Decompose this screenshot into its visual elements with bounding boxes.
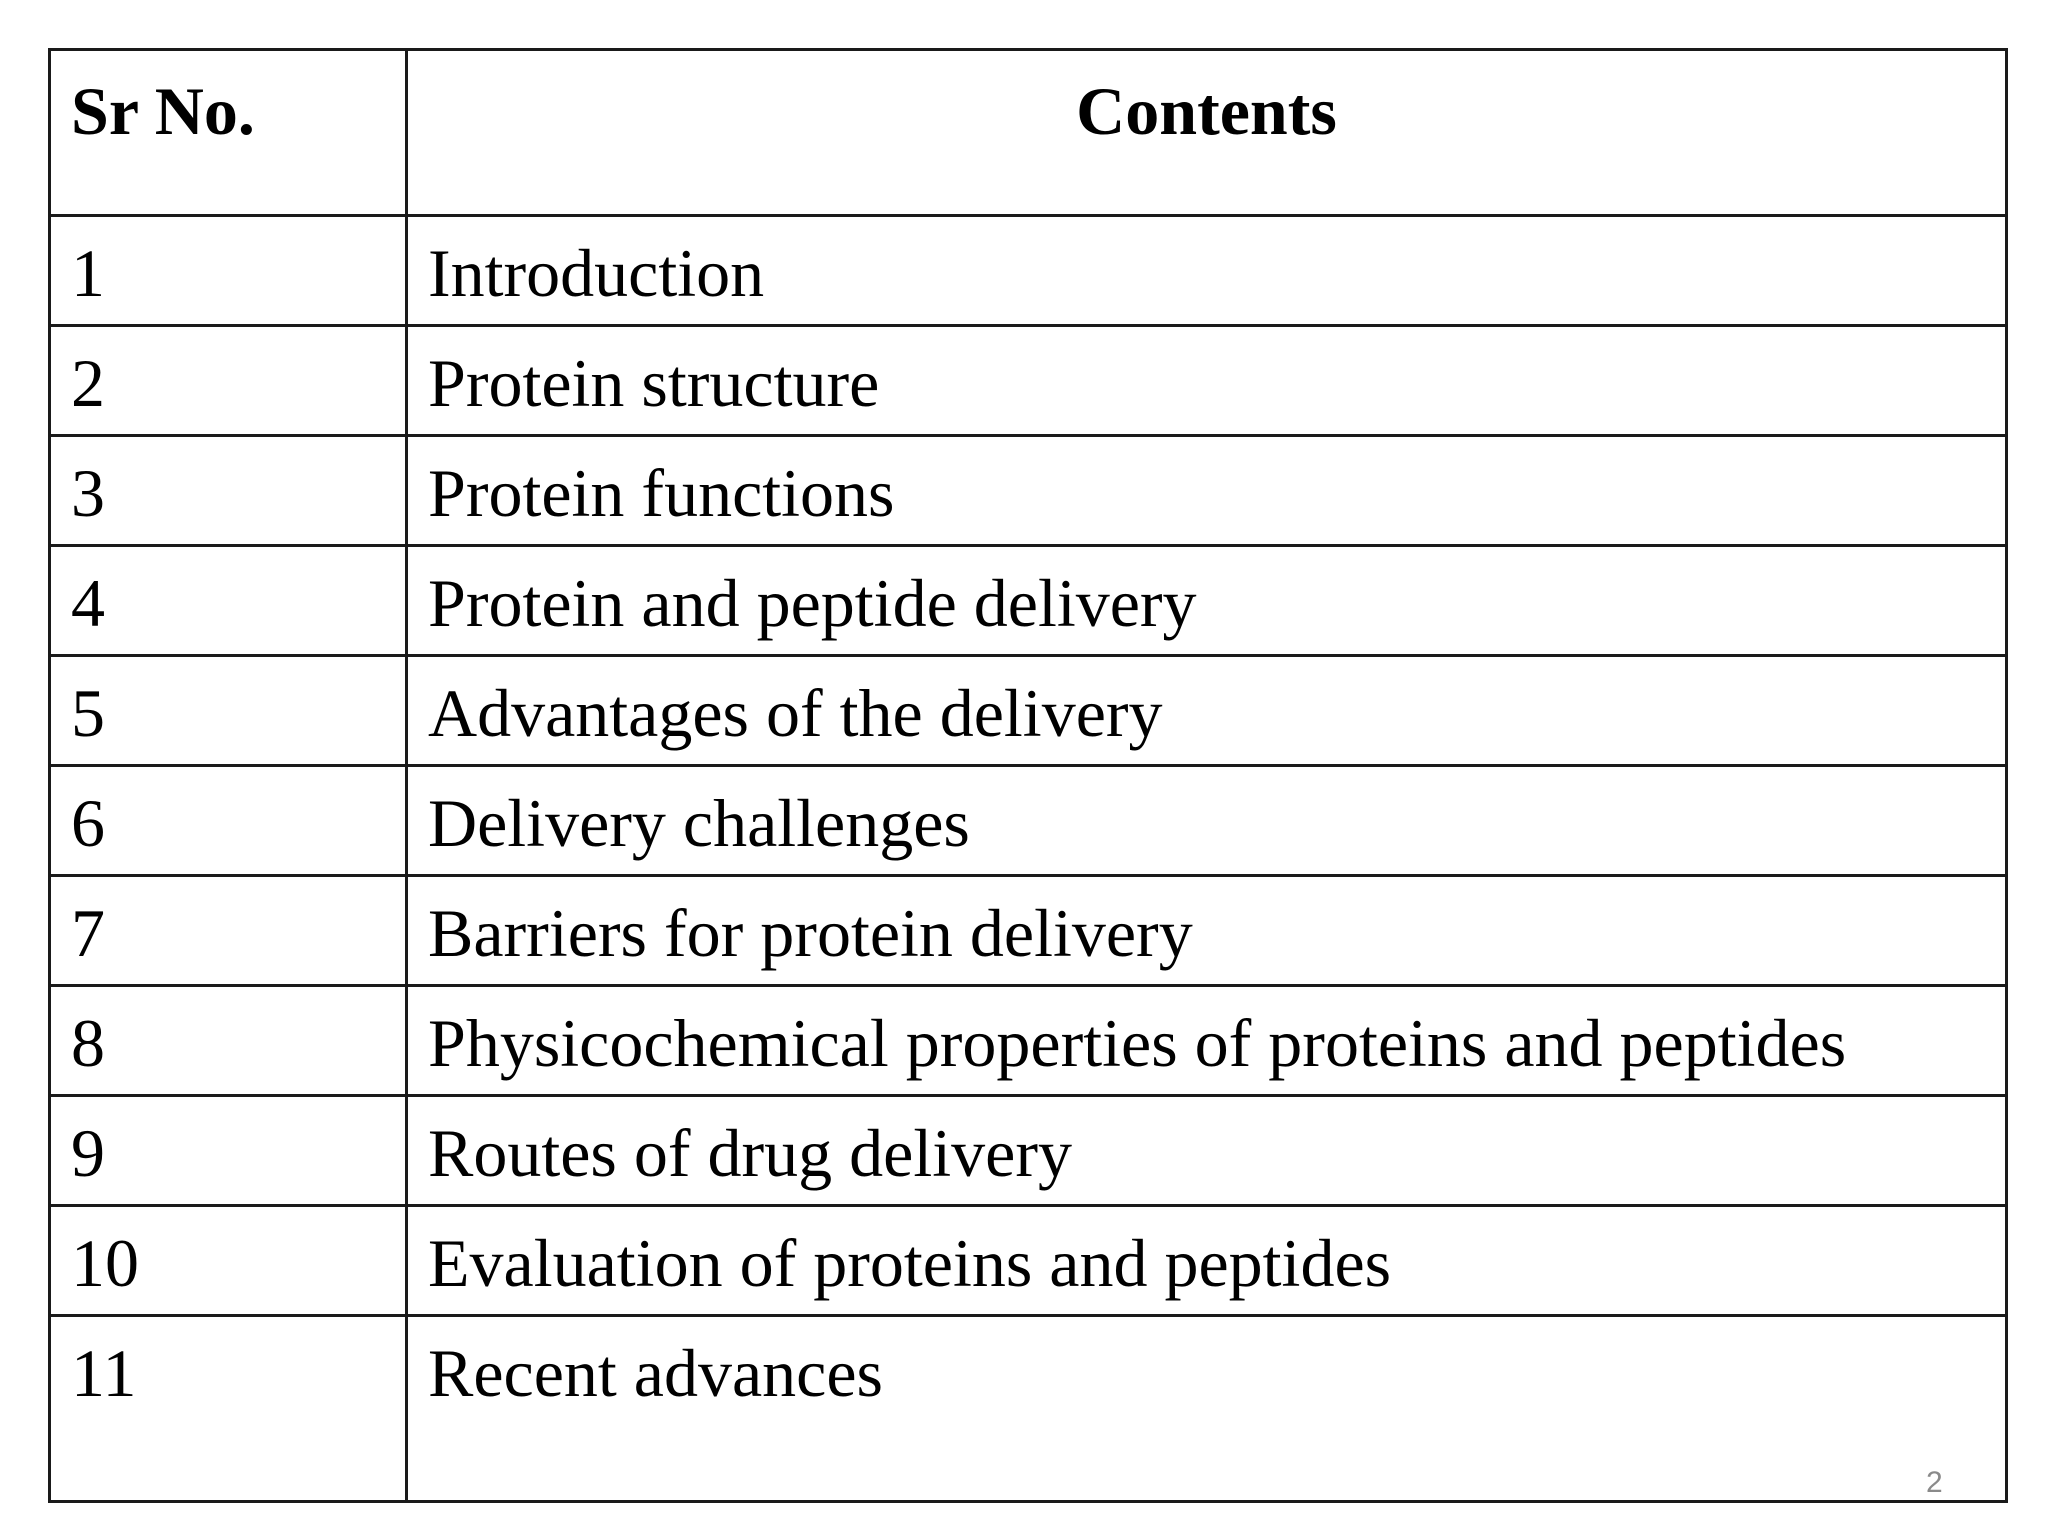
table-row — [50, 436, 2007, 546]
table-row — [50, 986, 2007, 1096]
row-content: Physicochemical properties of proteins and peptides — [407, 986, 2007, 1096]
table-row — [50, 326, 2007, 436]
page-number: 2 — [1926, 1466, 1943, 1499]
row-content: Delivery challenges — [407, 766, 2007, 876]
row-number: 11 — [50, 1316, 407, 1502]
table-row — [50, 876, 2007, 986]
row-number: 10 — [50, 1206, 407, 1316]
table-row — [50, 546, 2007, 656]
row-content: Barriers for protein delivery — [407, 876, 2007, 986]
row-number: 6 — [50, 766, 407, 876]
table-row — [50, 216, 2007, 326]
table-row — [50, 1096, 2007, 1206]
row-number: 5 — [50, 656, 407, 766]
row-content: Protein functions — [407, 436, 2007, 546]
row-content: Recent advances — [407, 1316, 2007, 1502]
row-number: 4 — [50, 546, 407, 656]
row-content: Evaluation of proteins and peptides — [407, 1206, 2007, 1316]
row-number: 2 — [50, 326, 407, 436]
contents-table — [48, 48, 2008, 1503]
table-header-row — [50, 50, 2007, 216]
row-number: 1 — [50, 216, 407, 326]
table-row — [50, 1206, 2007, 1316]
table-row — [50, 656, 2007, 766]
row-number: 9 — [50, 1096, 407, 1206]
row-content: Protein structure — [407, 326, 2007, 436]
row-content: Advantages of the delivery — [407, 656, 2007, 766]
row-content: Introduction — [407, 216, 2007, 326]
header-sr-no: Sr No. — [50, 50, 407, 216]
row-content: Protein and peptide delivery — [407, 546, 2007, 656]
row-number: 7 — [50, 876, 407, 986]
table-row — [50, 766, 2007, 876]
row-number: 3 — [50, 436, 407, 546]
row-number: 8 — [50, 986, 407, 1096]
row-content: Routes of drug delivery — [407, 1096, 2007, 1206]
table-row — [50, 1316, 2007, 1502]
header-contents: Contents — [407, 50, 2007, 216]
